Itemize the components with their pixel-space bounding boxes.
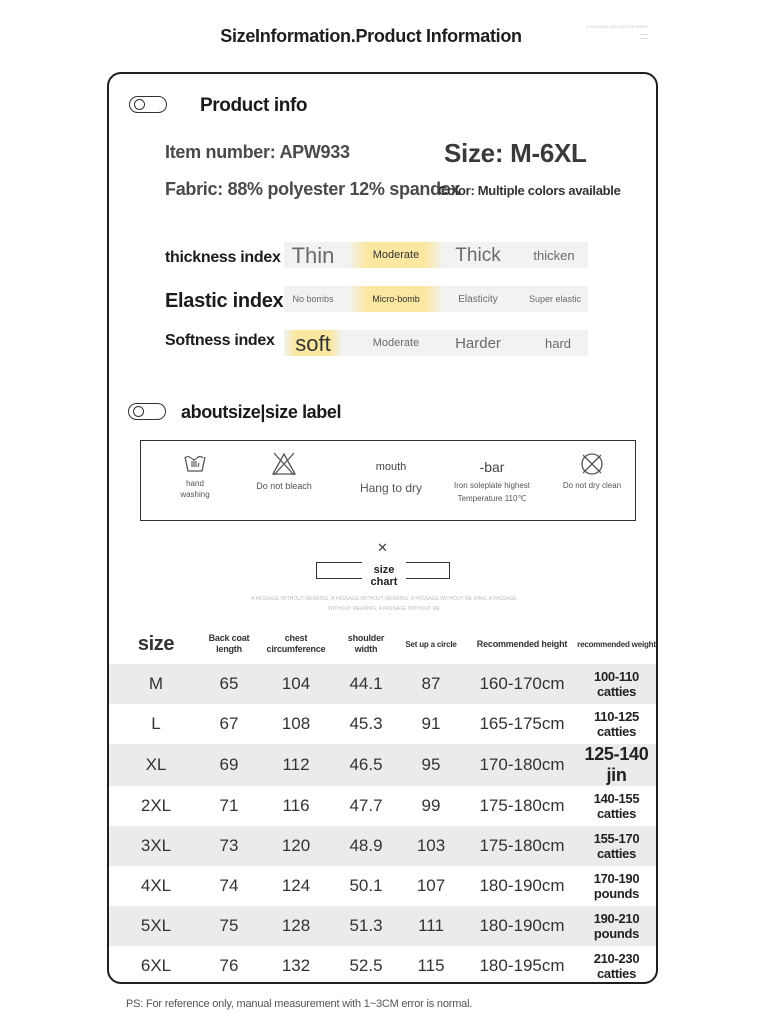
- col-circle: Set up a circle: [405, 639, 457, 649]
- chest-cell: 120: [255, 826, 337, 866]
- weight-cell: 155-170 catties: [577, 826, 656, 866]
- table-row: [109, 946, 656, 984]
- care-label: Do not dry clean: [562, 481, 622, 490]
- size-table: [109, 624, 656, 984]
- care-label: Iron soleplate highest Temperature 110℃: [453, 481, 531, 503]
- circle-cell: 91: [421, 714, 441, 733]
- size-chart-header: [316, 562, 450, 588]
- thickness-option-selected: Moderate: [348, 242, 444, 268]
- table-row: [109, 704, 656, 744]
- care-no-dry-clean: [544, 451, 640, 490]
- care-label: hand washing: [180, 479, 210, 499]
- size-cell: L: [151, 714, 161, 733]
- softness-option: Moderate: [372, 336, 420, 349]
- thickness-option: Thin: [291, 242, 335, 268]
- chest-cell: 112: [255, 744, 337, 786]
- watermark-text: A PASSAGE WITHOUT MEANING: [586, 24, 648, 29]
- table-row: [109, 866, 656, 906]
- hand-wash-icon: [182, 451, 208, 475]
- no-dry-clean-icon: [579, 451, 605, 477]
- height-cell: 175-180cm: [479, 796, 565, 815]
- size-cell: 5XL: [109, 906, 203, 946]
- col-weight: recommended weight: [577, 639, 656, 649]
- elastic-option: Elasticity: [458, 293, 498, 305]
- softness-option: Harder: [455, 334, 501, 352]
- col-shoulder: shoulder width: [347, 633, 385, 654]
- circle-cell: 115: [417, 956, 445, 975]
- header-frame-right: [406, 562, 450, 579]
- about-size-title: aboutsize|size label: [181, 402, 342, 422]
- height-cell: 180-190cm: [479, 876, 565, 895]
- fabric-info: Fabric: 88% polyester 12% spandex: [165, 179, 461, 199]
- weight-cell: 140-155 catties: [593, 791, 640, 821]
- size-cell: 3XL: [109, 826, 203, 866]
- height-cell: 180-190cm: [467, 906, 577, 946]
- shoulder-cell: 46.5: [337, 744, 395, 786]
- shoulder-cell: 47.7: [349, 796, 383, 815]
- shoulder-cell: 48.9: [337, 826, 395, 866]
- circle-cell: 87: [395, 664, 467, 704]
- softness-option: hard: [544, 335, 572, 351]
- col-chest: chest circumference: [266, 633, 326, 654]
- care-iron: [444, 459, 540, 505]
- chest-cell: 108: [281, 714, 311, 733]
- thickness-index-bar: [284, 242, 588, 268]
- menu-lines-icon: [640, 34, 648, 39]
- height-cell: 180-195cm: [479, 956, 565, 975]
- thickness-option: Thick: [455, 244, 501, 266]
- elastic-option-selected: Micro-bomb: [348, 286, 444, 312]
- thickness-index-label: thickness index: [165, 249, 281, 266]
- weight-cell: 190-210 pounds: [577, 906, 656, 946]
- back-length-cell: 76: [219, 956, 239, 975]
- fine-print: A PASSAGE WITHOUT MEANING, A PASSAGE WITHOUT MEANING, A PASSAGE WITHOUT ME RING, A PASSAGE WITHOUT MEANING, A PASSAGE WITHOUT ME: [251, 596, 517, 612]
- iron-icon: -bar: [479, 459, 505, 475]
- care-no-bleach: [236, 451, 332, 491]
- height-cell: 170-180cm: [467, 744, 577, 786]
- size-range: Size: M-6XL: [444, 138, 587, 168]
- size-info-card: [107, 72, 658, 984]
- softness-option-selected: soft: [284, 330, 342, 356]
- chest-cell: 124: [281, 876, 311, 895]
- color-info: Color: Multiple colors available: [438, 183, 621, 198]
- elastic-index-bar: [284, 286, 588, 312]
- shoulder-cell: 45.3: [349, 714, 383, 733]
- height-cell: 175-180cm: [467, 826, 577, 866]
- no-bleach-icon: [270, 451, 298, 477]
- item-number: Item number: APW933: [165, 142, 350, 162]
- table-row: [109, 744, 656, 786]
- weight-cell: 210-230 catties: [593, 951, 640, 981]
- circle-cell: 95: [395, 744, 467, 786]
- size-cell: 6XL: [140, 956, 172, 975]
- table-header-row: [109, 624, 656, 664]
- back-length-cell: 73: [203, 826, 255, 866]
- height-cell: 165-175cm: [479, 714, 565, 733]
- back-length-cell: 71: [219, 796, 239, 815]
- elastic-index-label: Elastic index: [165, 290, 284, 312]
- size-cell: 2XL: [140, 796, 172, 815]
- chest-cell: 128: [255, 906, 337, 946]
- shoulder-cell: 51.3: [337, 906, 395, 946]
- circle-cell: 107: [416, 876, 446, 895]
- circle-cell: 103: [395, 826, 467, 866]
- back-length-cell: 65: [203, 664, 255, 704]
- chest-cell: 132: [281, 956, 311, 975]
- back-length-cell: 74: [219, 876, 239, 895]
- close-x-icon: ✕: [377, 540, 388, 555]
- page-heading: SizeInformation.Product Information: [220, 26, 522, 46]
- about-size-toggle-icon: [128, 403, 166, 420]
- care-hand-wash: [147, 451, 243, 500]
- care-label-box: [140, 440, 636, 521]
- size-cell: 4XL: [140, 876, 172, 895]
- care-label: Do not bleach: [256, 481, 312, 491]
- chest-cell: 104: [255, 664, 337, 704]
- header-frame-left: [316, 562, 362, 579]
- corner-watermark: [566, 24, 648, 56]
- chest-cell: 116: [282, 796, 310, 815]
- weight-cell: 125-140 jin: [577, 744, 656, 786]
- circle-cell: 111: [395, 906, 467, 946]
- table-row: [109, 826, 656, 866]
- col-back-length: Back coat length: [208, 633, 250, 654]
- size-cell: M: [109, 664, 203, 704]
- table-row: [109, 664, 656, 704]
- product-info-toggle-icon: [129, 96, 167, 113]
- weight-cell: 110-125 catties: [594, 709, 639, 739]
- softness-index-bar: [284, 330, 588, 356]
- col-height: Recommended height: [476, 638, 568, 649]
- col-size: size: [137, 632, 175, 655]
- elastic-option: Super elastic: [528, 293, 582, 304]
- elastic-option: No bombs: [292, 293, 334, 304]
- softness-index-label: Softness index: [165, 332, 275, 349]
- care-hang-dry: [343, 461, 439, 495]
- back-length-cell: 69: [203, 744, 255, 786]
- care-label: Hang to dry: [359, 481, 423, 495]
- thickness-option: thicken: [533, 247, 575, 263]
- shoulder-cell: 52.5: [349, 956, 383, 975]
- shoulder-cell: 50.1: [349, 876, 383, 895]
- shoulder-cell: 44.1: [337, 664, 395, 704]
- back-length-cell: 67: [219, 714, 239, 733]
- weight-cell: 170-190 pounds: [593, 871, 640, 901]
- footnote: PS: For reference only, manual measurement with 1~3CM error is normal.: [126, 998, 473, 1010]
- height-cell: 160-170cm: [467, 664, 577, 704]
- table-row: [109, 906, 656, 946]
- weight-cell: 100-110 catties: [577, 664, 656, 704]
- hang-dry-icon: mouth: [375, 461, 407, 473]
- back-length-cell: 75: [203, 906, 255, 946]
- size-chart-title: size chart: [370, 564, 398, 588]
- table-row: [109, 786, 656, 826]
- product-info-title: Product info: [200, 95, 308, 116]
- circle-cell: 99: [421, 796, 441, 815]
- size-cell: XL: [109, 744, 203, 786]
